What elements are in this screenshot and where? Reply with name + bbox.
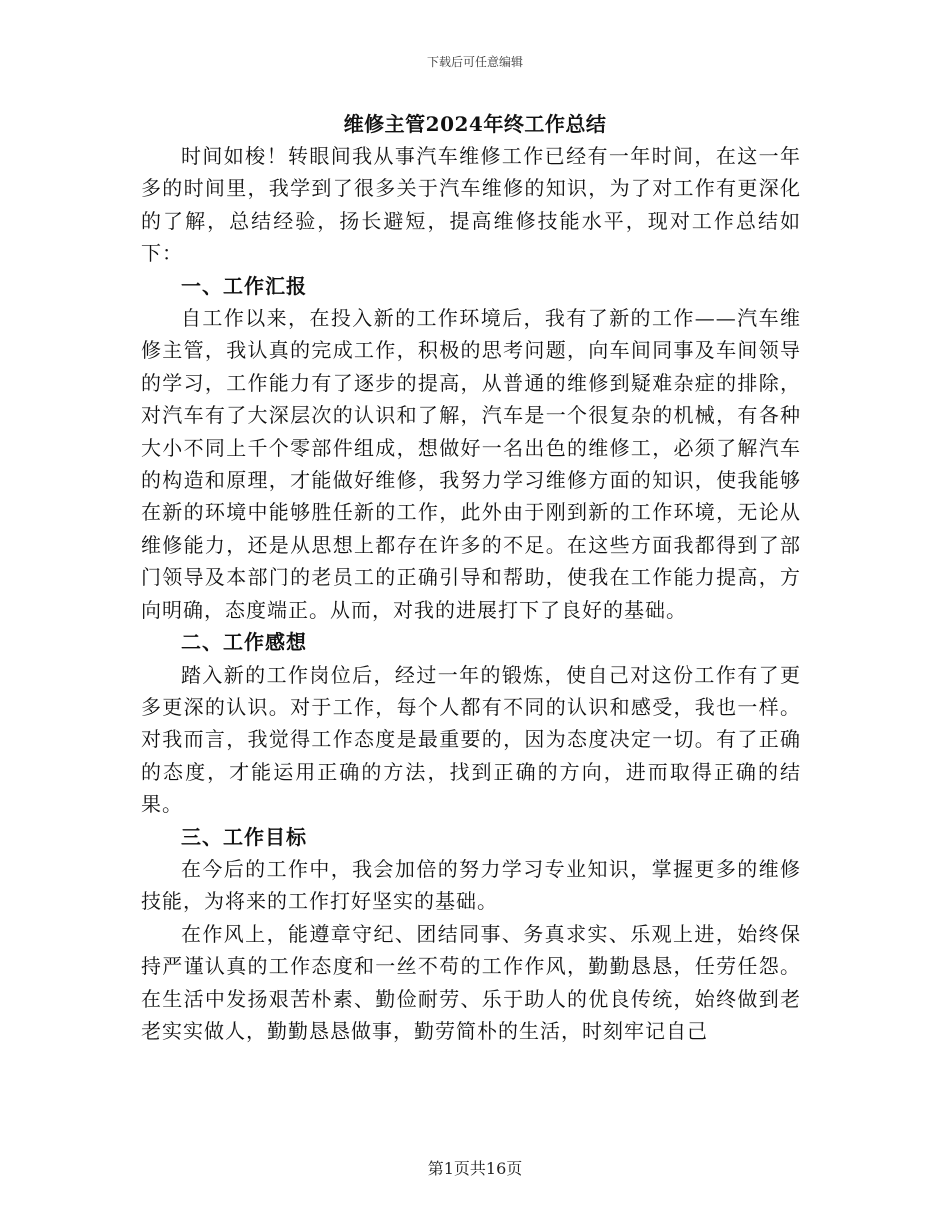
goals-paragraph-2: 在作风上，能遵章守纪、团结同事、务真求实、乐观上进，始终保持严谨认真的工作态度和一丝不苟的工作作风，勤勤恳恳，任劳任怨。在生活中发扬艰苦朴素、勤俭耐劳、乐于助人的优良传统，始终做到老老实实做人，勤勤恳恳做事，勤劳简朴的生活，时刻牢记自己 <box>141 921 801 1043</box>
section-heading-reflection: 二、工作感想 <box>181 630 307 655</box>
page-number-footer: 第1页共16页 <box>427 1159 523 1178</box>
document-body <box>141 140 801 1047</box>
section-heading-goals: 三、工作目标 <box>181 824 307 849</box>
page-header-note: 下载后可任意编辑 <box>426 55 523 69</box>
intro-paragraph: 时间如梭！转眼间我从事汽车维修工作已经有一年时间，在这一年多的时间里，我学到了很多关于汽车维修的知识，为了对工作有更深化的了解，总结经验，扬长避短，提高维修技能水平，现对工作总结如下： <box>141 144 801 266</box>
section-heading-report: 一、工作汇报 <box>181 273 307 298</box>
document-title: 维修主管2024年终工作总结 <box>343 112 607 136</box>
report-paragraph: 自工作以来，在投入新的工作环境后，我有了新的工作——汽车维修主管，我认真的完成工作，积极的思考问题，向车间同事及车间领导的学习，工作能力有了逐步的提高，从普通的维修到疑难杂症的排除，对汽车有了大深层次的认识和了解，汽车是一个很复杂的机械，有各种大小不同上千个零部件组成，想做好一名出色的维修工，必须了解汽车的构造和原理，才能做好维修，我努力学习维修方面的知识，使我能够在新的环境中能够胜任新的工作，此外由于刚到新的工作环境，无论从维修能力，还是从思想上都存在许多的不足。在这些方面我都得到了部门领导及本部门的老员工的正确引导和帮助，使我在工作能力提高，方向明确，态度端正。从而，对我的进展打下了良好的基础。 <box>141 306 801 622</box>
reflection-paragraph: 踏入新的工作岗位后，经过一年的锻炼，使自己对这份工作有了更多更深的认识。对于工作，每个人都有不同的认识和感受，我也一样。对我而言，我觉得工作态度是最重要的，因为态度决定一切。有了正确的态度，才能运用正确的方法，找到正确的方向，进而取得正确的结果。 <box>141 662 801 817</box>
goals-paragraph-1: 在今后的工作中，我会加倍的努力学习专业知识，掌握更多的维修技能，为将来的工作打好坚实的基础。 <box>141 856 801 914</box>
